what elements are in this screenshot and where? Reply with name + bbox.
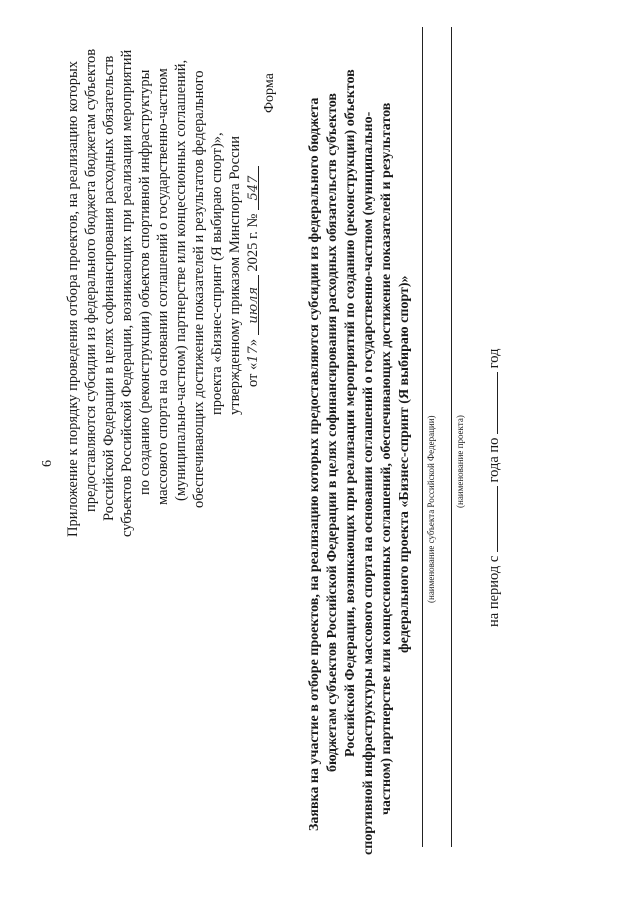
- project-line: [451, 27, 452, 847]
- date-month: июля: [246, 286, 261, 324]
- appendix-line: Приложение к порядку проведения отбора проектов, на реализацию которых: [65, 61, 81, 537]
- period-line: [485, 349, 503, 627]
- appendix-line: предоставляются субсидии из федерального бюджета бюджетам субъектов: [83, 48, 99, 512]
- date-prefix: от «: [245, 362, 261, 387]
- appendix-line: массового спорта на основании соглашений о государственно-частном: [155, 68, 171, 505]
- date-year: 2025 г. №: [245, 213, 261, 272]
- date-mid: »: [245, 338, 261, 347]
- period-end-field: [485, 372, 498, 434]
- appendix-line: (муниципально-частном) партнерстве или концессионных соглашений,: [173, 59, 189, 501]
- subject-line: [422, 27, 423, 847]
- subject-caption: (наименование субъекта Российской Федерации): [426, 415, 436, 603]
- appendix-date-line: [246, 166, 261, 387]
- heading-line: частном) партнерстве или концессионных соглашений, обеспечивающих достижение показателей и результатов: [379, 102, 394, 815]
- appendix-line: утвержденному приказом Минспорта России: [227, 135, 243, 415]
- form-label: Форма: [262, 73, 277, 113]
- period-suffix: год: [486, 348, 502, 369]
- project-caption: (наименование проекта): [455, 415, 465, 508]
- appendix-line: Российской Федерации в целях софинансирования расходных обязательств: [101, 55, 117, 521]
- period-start-field: [485, 486, 498, 552]
- appendix-line: проекта «Бизнес-спринт (Я выбираю спорт)»,: [209, 132, 225, 415]
- heading-line: федерального проекта «Бизнес-спринт (Я выбираю спорт)»: [397, 275, 412, 653]
- order-number-field: [246, 166, 259, 210]
- order-number: 547: [246, 175, 261, 201]
- heading-line: бюджетам субъектов Российской Федерации в целях софинансирования расходных обязательств субъектов: [325, 93, 340, 772]
- appendix-line: по созданию (реконструкции) объектов спортивной инфраструктуры: [137, 69, 153, 495]
- heading-line: Российской Федерации, возникающих при реализации мероприятий по созданию (реконструкции) объектов: [343, 69, 358, 757]
- page-number: 6: [40, 460, 55, 467]
- date-month-field: [246, 275, 259, 335]
- heading-line: спортивной инфраструктуры массового спорта на основании соглашений о государственно-частном (муниципально-: [361, 111, 376, 855]
- heading-line: Заявка на участие в отборе проектов, на реализацию которых предоставляются субсидии из федерального бюджета: [307, 97, 322, 831]
- period-middle: года по: [486, 437, 502, 483]
- date-day: 17: [246, 346, 261, 363]
- appendix-line: обеспечивающих достижение показателей и результатов федерального: [191, 70, 207, 508]
- period-prefix: на период с: [486, 555, 502, 627]
- appendix-line: субъектов Российской Федерации, возникающих при реализации мероприятий: [119, 49, 135, 537]
